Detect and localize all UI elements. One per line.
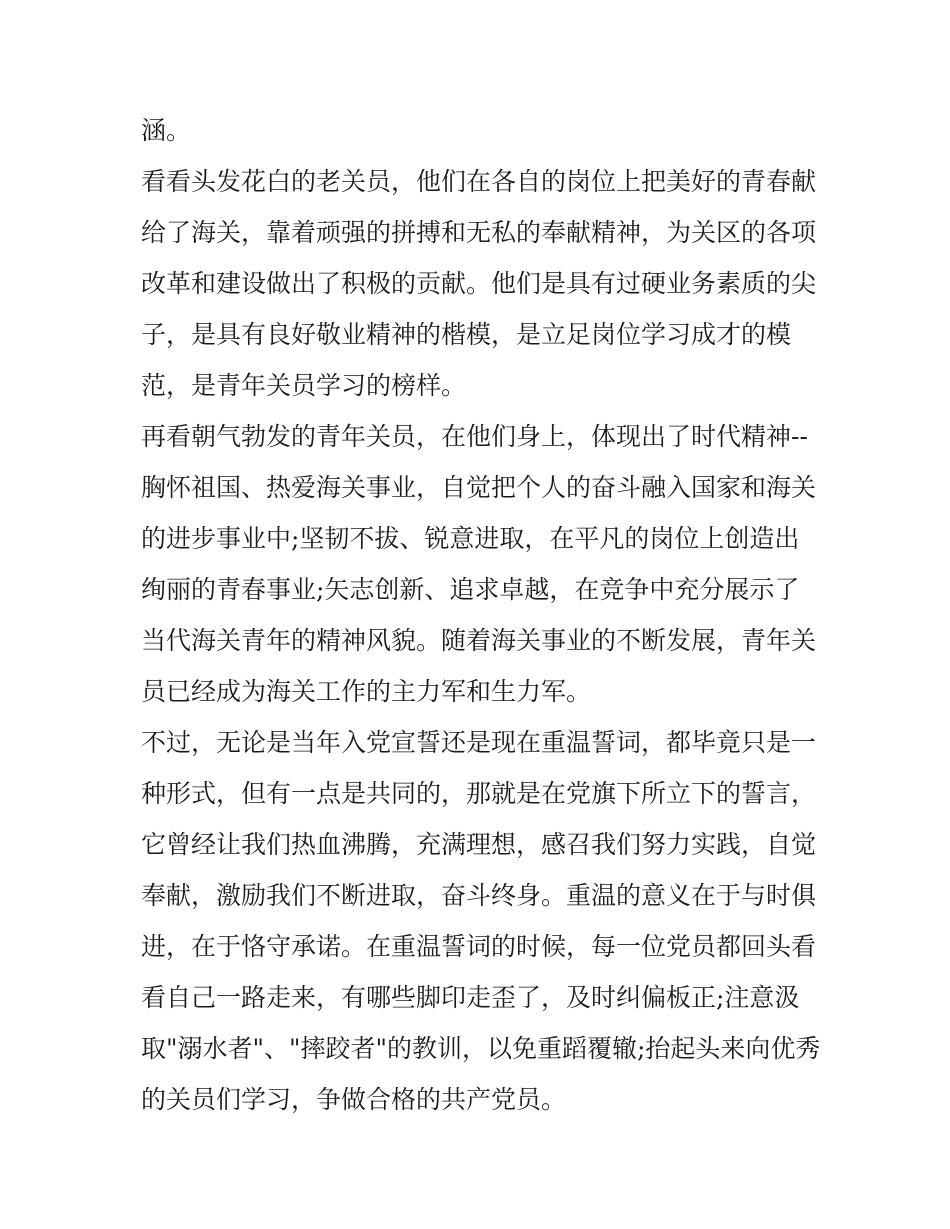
text-line: 范，是青年关员学习的榜样。 (141, 371, 467, 400)
text-line: 再看朝气勃发的青年关员，在他们身上，体现出了时代精神-- (141, 422, 808, 451)
text-line: 看自己一路走来，有哪些脚印走歪了，及时纠偏板正;注意汲 (141, 983, 800, 1012)
text-line: 当代海关青年的精神风貌。随着海关事业的不断发展，青年关 (141, 626, 817, 655)
text-line: 它曾经让我们热血沸腾，充满理想，感召我们努力实践，自觉 (141, 830, 817, 859)
text-line: 进，在于恪守承诺。在重温誓词的时候，每一位党员都回头看 (141, 932, 817, 961)
text-line: 的关员们学习，争做合格的共产党员。 (141, 1085, 567, 1114)
text-line: 不过，无论是当年入党宣誓还是现在重温誓词，都毕竟只是一 (141, 728, 817, 757)
text-line: 取"溺水者"、"摔跤者"的教训，以免重蹈覆辙;抬起头来向优秀 (141, 1034, 821, 1063)
text-line: 胸怀祖国、热爱海关事业，自觉把个人的奋斗融入国家和海关 (141, 473, 817, 502)
document-body (141, 105, 821, 1125)
text-line: 的进步事业中;坚韧不拔、锐意进取，在平凡的岗位上创造出 (141, 524, 800, 553)
text-line: 看看头发花白的老关员，他们在各自的岗位上把美好的青春献 (141, 167, 817, 196)
text-line: 改革和建设做出了积极的贡献。他们是具有过硬业务素质的尖 (141, 269, 817, 298)
text-line: 绚丽的青春事业;矢志创新、追求卓越，在竞争中充分展示了 (141, 575, 800, 604)
text-line: 给了海关，靠着顽强的拼搏和无私的奉献精神，为关区的各项 (141, 218, 817, 247)
text-line: 员已经成为海关工作的主力军和生力军。 (141, 677, 592, 706)
text-line: 子，是具有良好敬业精神的楷模，是立足岗位学习成才的模 (141, 320, 792, 349)
text-line: 种形式，但有一点是共同的，那就是在党旗下所立下的誓言， (141, 779, 817, 808)
text-line: 奉献，激励我们不断进取，奋斗终身。重温的意义在于与时俱 (141, 881, 817, 910)
text-line: 涵。 (141, 116, 192, 145)
